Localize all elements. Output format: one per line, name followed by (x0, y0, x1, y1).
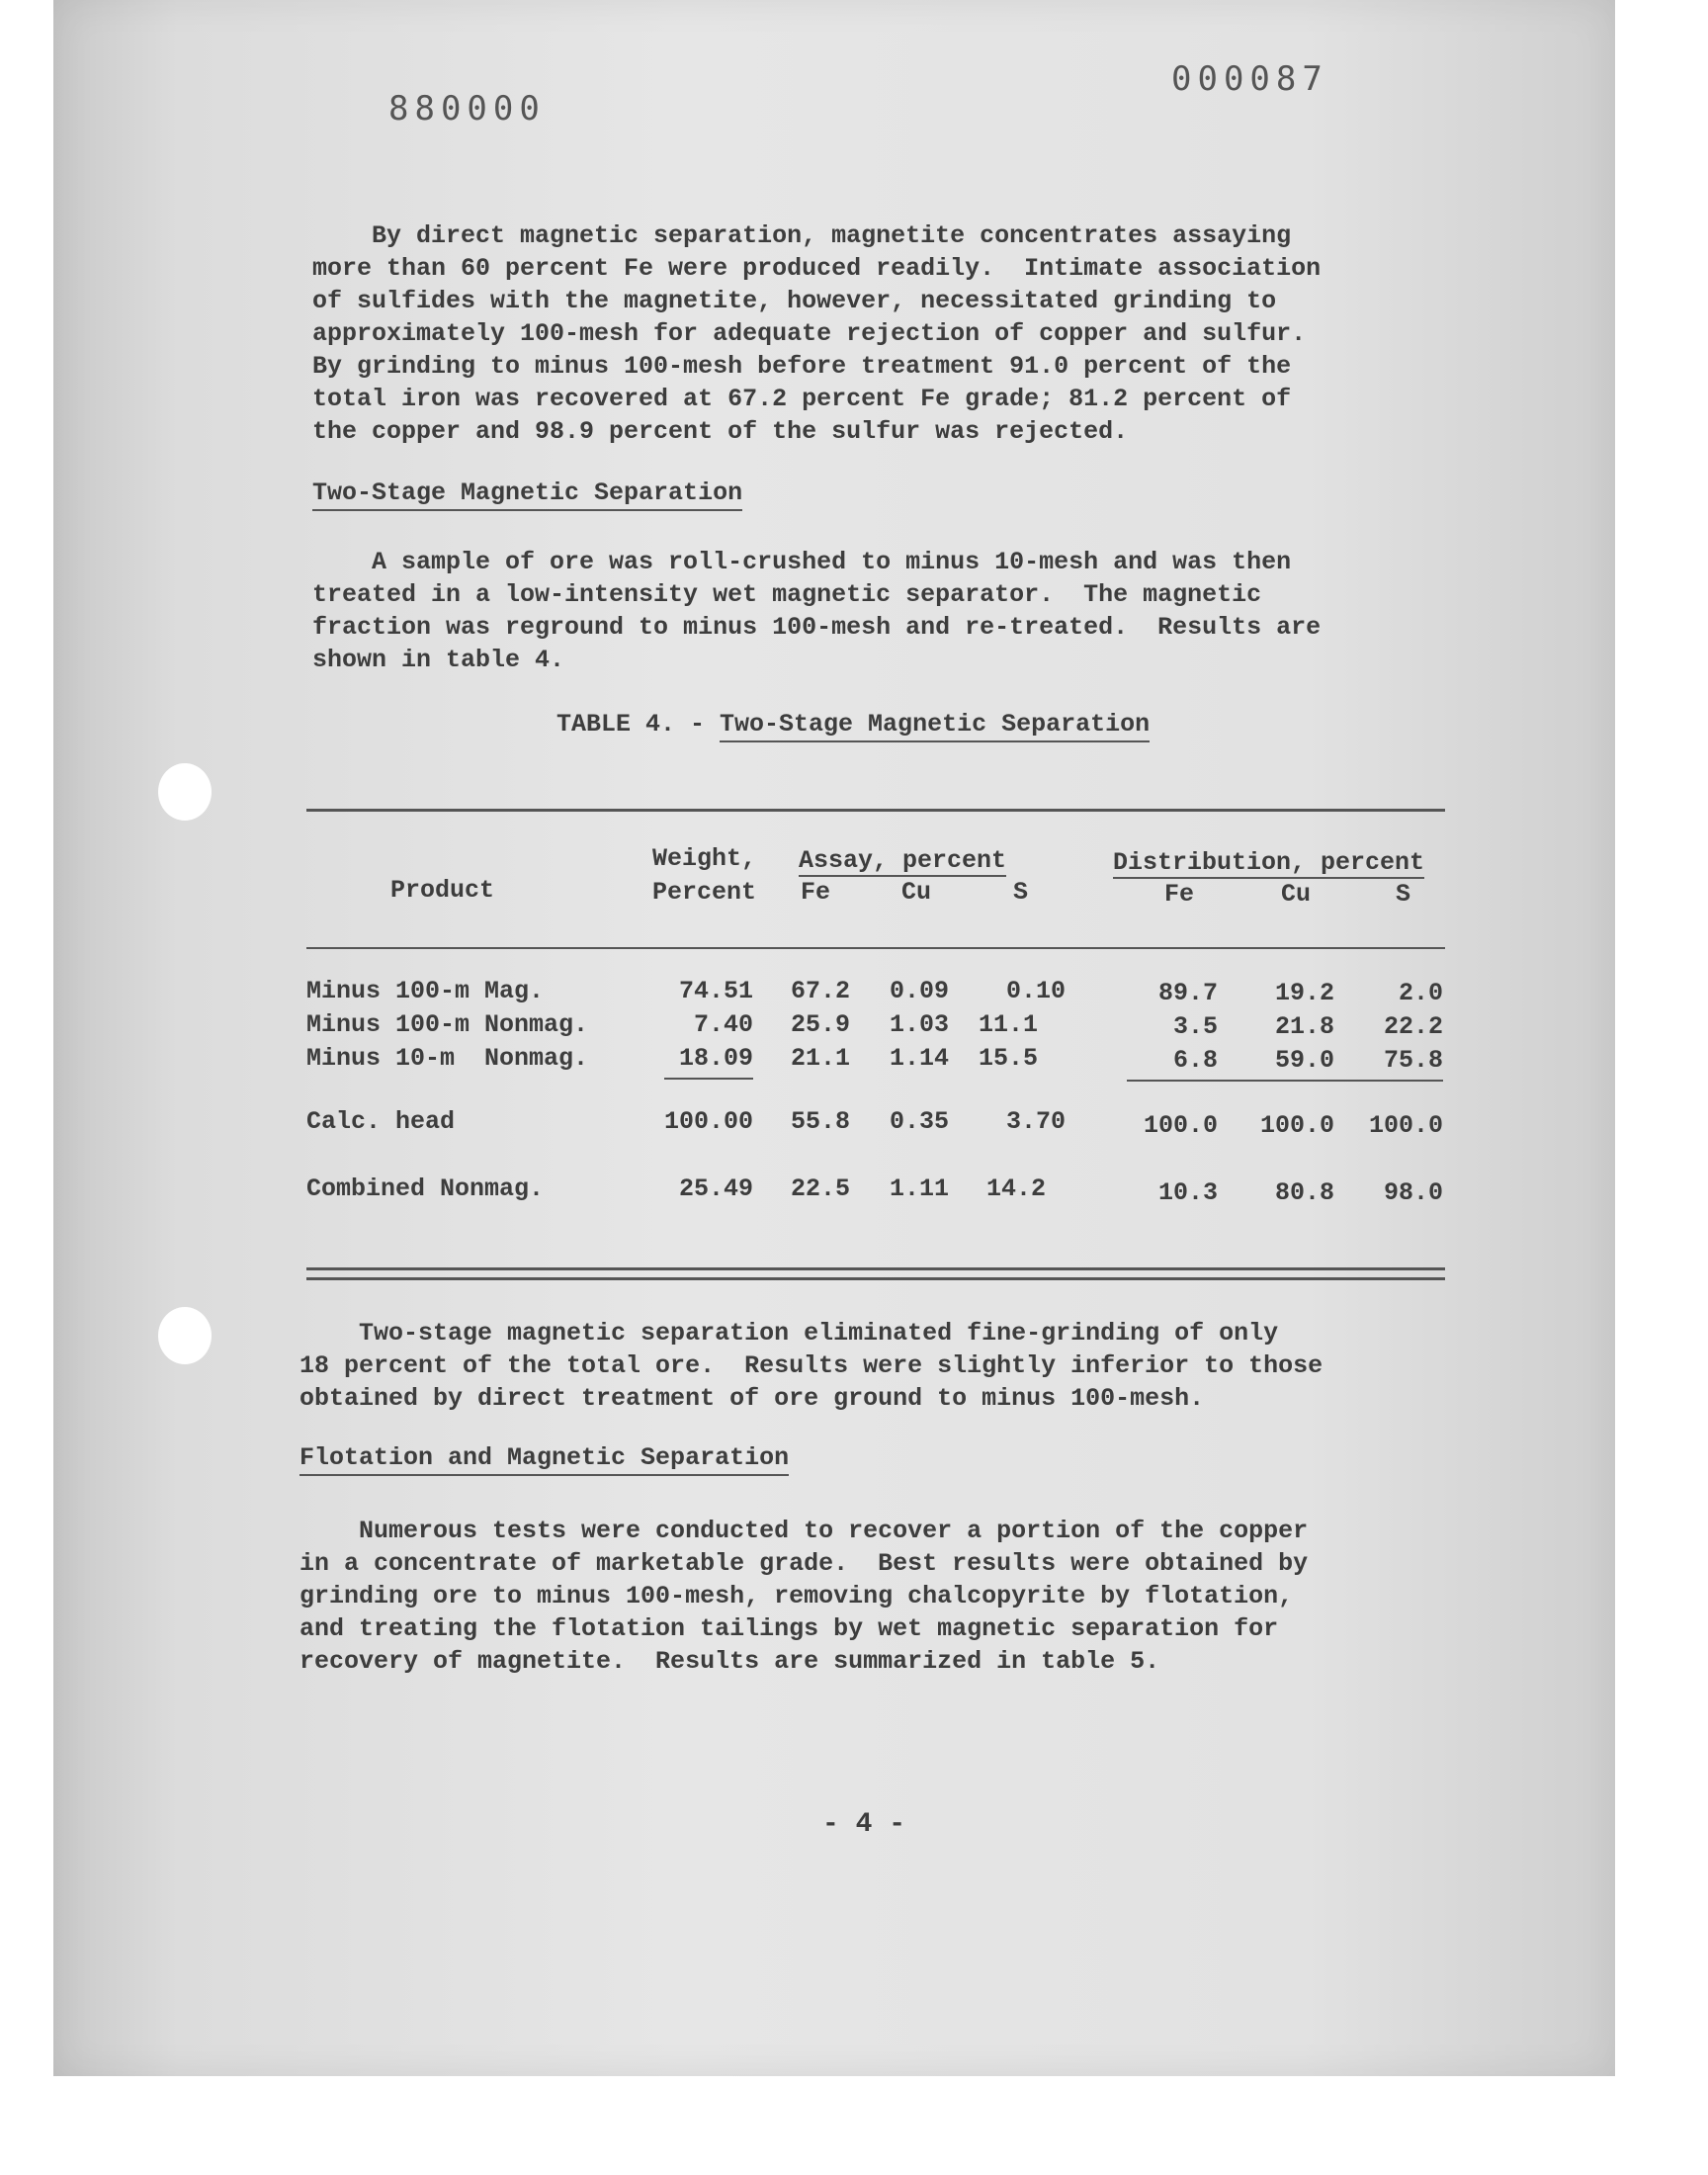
table-cell-assay-fe: 67.2 (790, 977, 850, 1005)
header-product: Product (390, 876, 495, 905)
table-cell-dist-s: 22.2 (1383, 1012, 1443, 1041)
table-cell-weight: 7.40 (693, 1010, 753, 1039)
table-cell-assay-fe: 55.8 (790, 1107, 850, 1136)
table-cell-assay-fe: 22.5 (790, 1174, 850, 1203)
table-cell-product: Minus 10-m Nonmag. (306, 1044, 589, 1073)
table-cell-assay-cu: 0.35 (889, 1107, 949, 1136)
header-dist-s: S (1396, 880, 1411, 909)
header-assay: Assay, percent (799, 846, 1007, 875)
table-cell-dist-fe: 3.5 (1172, 1012, 1218, 1041)
table-cell-dist-s: 100.0 (1368, 1111, 1443, 1140)
table-header-rule (306, 947, 1445, 949)
table-top-rule (306, 809, 1445, 812)
header-dist-cu: Cu (1281, 880, 1312, 909)
document-number-stamp-left: 880000 (388, 89, 546, 129)
table-cell-dist-fe: 100.0 (1143, 1111, 1218, 1140)
section-heading-two-stage: Two-Stage Magnetic Separation (312, 478, 742, 511)
punch-hole (158, 763, 212, 821)
table-cell-product: Minus 100-m Nonmag. (306, 1010, 589, 1039)
after-table-paragraph: Two-stage magnetic separation eliminated fine-grinding of only 18 percent of the total ore. Results were slightly inferior to those obtained by direct treatment of ore ground to minus 100-mesh. (299, 1319, 1324, 1413)
section-paragraph-flotation: Numerous tests were conducted to recover a portion of the copper in a concentrate of marketable grade. Best results were obtained by grinding ore to minus 100-mesh, removing chalcopyrite by flotation, and treating the flotation tailings by wet magnetic separation for recovery of magnetite. Results are summarized in table 5. (299, 1517, 1309, 1676)
header-assay-cu: Cu (901, 878, 932, 907)
table-cell-assay-s: 14.2 (985, 1174, 1046, 1203)
page-number: - 4 - (822, 1809, 906, 1840)
table-cell-assay-cu: 1.03 (889, 1010, 949, 1039)
subtotal-rule-distribution (1127, 1080, 1443, 1082)
table-cell-dist-s: 2.0 (1398, 979, 1443, 1007)
table-cell-dist-cu: 59.0 (1274, 1046, 1334, 1075)
table-cell-weight: 25.49 (678, 1174, 753, 1203)
table-title (556, 710, 1150, 739)
table-cell-product: Combined Nonmag. (306, 1174, 545, 1203)
table-cell-dist-fe: 6.8 (1172, 1046, 1218, 1075)
table-cell-dist-s: 75.8 (1383, 1046, 1443, 1075)
table-cell-dist-cu: 19.2 (1274, 979, 1334, 1007)
table-cell-dist-cu: 80.8 (1274, 1178, 1334, 1207)
section-paragraph-two-stage: A sample of ore was roll-crushed to minus 10-mesh and was then treated in a low-intensity wet magnetic separator. The magnetic fraction was reground to minus 100-mesh and re-treated. Results are shown in table 4. (312, 548, 1322, 674)
table-cell-assay-fe: 25.9 (790, 1010, 850, 1039)
subtotal-rule-weight (664, 1078, 753, 1080)
table-cell-assay-cu: 1.14 (889, 1044, 949, 1073)
table-cell-assay-cu: 1.11 (889, 1174, 949, 1203)
table-title-prefix: TABLE 4. - (556, 710, 721, 739)
table-cell-dist-s: 98.0 (1383, 1178, 1443, 1207)
header-assay-s: S (1013, 878, 1029, 907)
header-distribution: Distribution, percent (1113, 848, 1425, 877)
table-cell-assay-s: 15.5 (979, 1044, 1039, 1073)
table-bottom-rule-second (306, 1277, 1445, 1280)
table-cell-assay-s: 0.10 (1005, 977, 1066, 1005)
table-cell-assay-fe: 21.1 (790, 1044, 850, 1073)
table-cell-product: Calc. head (306, 1107, 456, 1136)
document-number-stamp-right: 000087 (1171, 59, 1328, 99)
table-cell-assay-s: 11.1 (979, 1010, 1039, 1039)
table-cell-assay-cu: 0.09 (889, 977, 949, 1005)
header-dist-fe: Fe (1164, 880, 1195, 909)
intro-paragraph: By direct magnetic separation, magnetite concentrates assaying more than 60 percent Fe were produced readily. Intimate association of sulfides with the magnetite, however, necessitated grinding to approximately 100-mesh for adequate rejection of copper and sulfur. By grinding to minus 100-mesh before treatment 91.0 percent of the total iron was recovered at 67.2 percent Fe grade; 81.2 percent of the copper and 98.9 percent of the sulfur was rejected. (312, 221, 1322, 446)
table-cell-dist-fe: 10.3 (1157, 1178, 1218, 1207)
table-cell-dist-cu: 100.0 (1259, 1111, 1334, 1140)
header-weight-line2: Percent (652, 878, 757, 907)
header-weight-line1: Weight, (652, 844, 757, 873)
punch-hole (158, 1307, 212, 1364)
table-title-text: Two-Stage Magnetic Separation (720, 710, 1150, 742)
table-cell-weight: 18.09 (678, 1044, 753, 1073)
table-bottom-rule (306, 1267, 1445, 1270)
table-cell-weight: 100.00 (663, 1107, 753, 1136)
header-assay-fe: Fe (801, 878, 831, 907)
table-cell-assay-s: 3.70 (1005, 1107, 1066, 1136)
table-cell-weight: 74.51 (678, 977, 753, 1005)
table-cell-dist-fe: 89.7 (1157, 979, 1218, 1007)
table-cell-dist-cu: 21.8 (1274, 1012, 1334, 1041)
table-cell-product: Minus 100-m Mag. (306, 977, 545, 1005)
section-heading-flotation: Flotation and Magnetic Separation (299, 1443, 789, 1476)
